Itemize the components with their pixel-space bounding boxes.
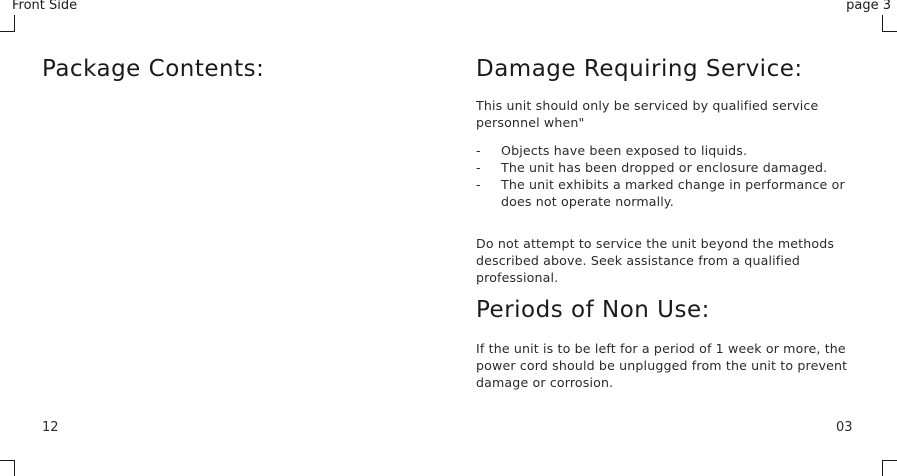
damage-service-heading: Damage Requiring Service: xyxy=(476,56,803,82)
list-item xyxy=(476,142,856,159)
right-page-number: 03 xyxy=(836,420,853,435)
non-use-heading: Periods of Non Use: xyxy=(476,297,710,323)
list-item xyxy=(476,159,856,176)
page-label: page 3 xyxy=(846,0,891,13)
crop-mark-bottom-right xyxy=(882,460,897,476)
non-use-text: If the unit is to be left for a period of 1 week or more, the power cord should be unplugged from the unit to prevent damage or corrosion. xyxy=(476,341,848,390)
damage-bullet-list xyxy=(476,142,856,210)
left-page-number: 12 xyxy=(42,420,59,435)
bullet-dash: - xyxy=(476,160,481,175)
bullet-text: The unit has been dropped or enclosure damaged. xyxy=(501,160,828,175)
crop-mark-top-left xyxy=(0,15,15,32)
package-contents-heading: Package Contents: xyxy=(42,56,265,82)
bullet-text: The unit exhibits a marked change in performance or does not operate normally. xyxy=(501,177,845,209)
crop-mark-top-right xyxy=(882,15,897,32)
bullet-dash: - xyxy=(476,177,481,192)
bullet-dash: - xyxy=(476,143,481,158)
list-item xyxy=(476,176,856,210)
bullet-text: Objects have been exposed to liquids. xyxy=(501,143,748,158)
crop-mark-bottom-left xyxy=(0,460,15,476)
front-side-label: Front Side xyxy=(12,0,78,13)
damage-intro-text: This unit should only be serviced by qualified service personnel when" xyxy=(476,98,819,130)
service-note-text: Do not attempt to service the unit beyond the methods described above. Seek assistance from a qualified professional. xyxy=(476,236,835,285)
